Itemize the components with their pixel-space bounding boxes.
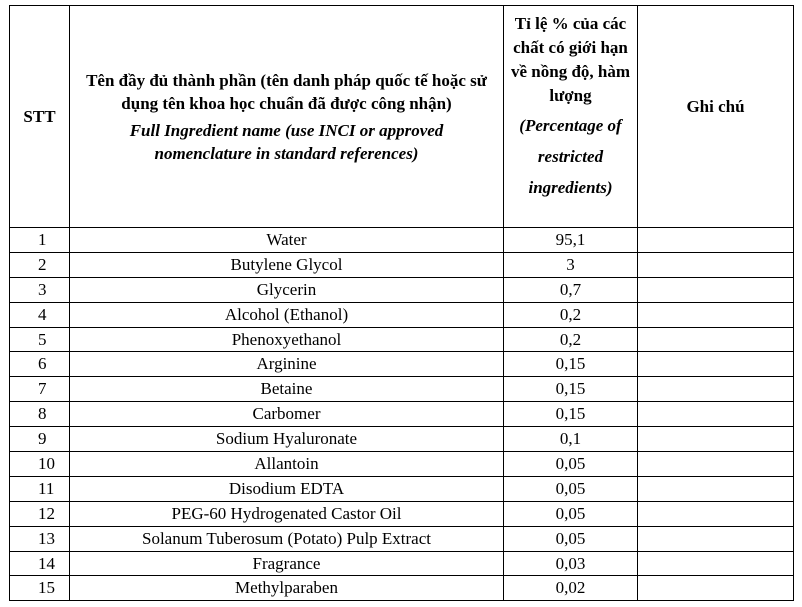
cell-note [638, 402, 794, 427]
cell-ingredient-name: Arginine [70, 352, 504, 377]
table-body [10, 228, 794, 601]
cell-percentage: 0,05 [504, 526, 638, 551]
cell-ingredient-name: PEG-60 Hydrogenated Castor Oil [70, 501, 504, 526]
cell-ingredient-name: Methylparaben [70, 576, 504, 601]
cell-note [638, 476, 794, 501]
cell-note [638, 377, 794, 402]
table-row [10, 277, 794, 302]
cell-percentage: 0,1 [504, 427, 638, 452]
table-row [10, 327, 794, 352]
table-header-row [10, 6, 794, 228]
header-percentage-vi: Tỉ lệ % của các chất có giới hạn về nồng độ, hàm lượng [510, 14, 631, 105]
cell-percentage: 0,7 [504, 277, 638, 302]
cell-percentage: 0,15 [504, 377, 638, 402]
cell-percentage: 0,2 [504, 302, 638, 327]
cell-ingredient-name: Butylene Glycol [70, 252, 504, 277]
cell-ingredient-name: Disodium EDTA [70, 476, 504, 501]
header-percentage-en: (Percentage of restricted ingredients) [519, 116, 622, 197]
cell-ingredient-name: Allantoin [70, 452, 504, 477]
cell-stt: 11 [10, 476, 70, 501]
cell-percentage: 0,05 [504, 476, 638, 501]
cell-percentage: 0,2 [504, 327, 638, 352]
cell-note [638, 452, 794, 477]
table-row [10, 352, 794, 377]
cell-ingredient-name: Fragrance [70, 551, 504, 576]
table-row [10, 476, 794, 501]
cell-stt: 13 [10, 526, 70, 551]
cell-note [638, 277, 794, 302]
cell-stt: 1 [10, 228, 70, 253]
header-ingredient-name-en: Full Ingredient name (use INCI or approved nomenclature in standard references) [129, 120, 444, 163]
table-row [10, 228, 794, 253]
table-row [10, 551, 794, 576]
table-row [10, 452, 794, 477]
cell-ingredient-name: Alcohol (Ethanol) [70, 302, 504, 327]
cell-stt: 15 [10, 576, 70, 601]
cell-stt: 7 [10, 377, 70, 402]
cell-note [638, 526, 794, 551]
cell-stt: 12 [10, 501, 70, 526]
cell-percentage: 0,05 [504, 452, 638, 477]
ingredients-table [9, 5, 794, 601]
cell-percentage: 0,02 [504, 576, 638, 601]
cell-note [638, 501, 794, 526]
cell-ingredient-name: Water [70, 228, 504, 253]
table-row [10, 377, 794, 402]
cell-percentage: 3 [504, 252, 638, 277]
cell-ingredient-name: Solanum Tuberosum (Potato) Pulp Extract [70, 526, 504, 551]
cell-note [638, 252, 794, 277]
table-row [10, 427, 794, 452]
cell-percentage: 0,15 [504, 352, 638, 377]
cell-ingredient-name: Phenoxyethanol [70, 327, 504, 352]
cell-ingredient-name: Sodium Hyaluronate [70, 427, 504, 452]
cell-stt: 2 [10, 252, 70, 277]
cell-percentage: 95,1 [504, 228, 638, 253]
cell-note [638, 551, 794, 576]
table-row [10, 501, 794, 526]
cell-note [638, 302, 794, 327]
table-row [10, 252, 794, 277]
table-row [10, 576, 794, 601]
cell-percentage: 0,15 [504, 402, 638, 427]
cell-stt: 14 [10, 551, 70, 576]
cell-ingredient-name: Carbomer [70, 402, 504, 427]
cell-note [638, 327, 794, 352]
cell-note [638, 576, 794, 601]
header-stt: STT [10, 6, 70, 228]
cell-note [638, 427, 794, 452]
cell-stt: 5 [10, 327, 70, 352]
table-row [10, 402, 794, 427]
cell-note [638, 352, 794, 377]
cell-ingredient-name: Glycerin [70, 277, 504, 302]
header-note: Ghi chú [638, 6, 794, 228]
table-row [10, 302, 794, 327]
cell-stt: 8 [10, 402, 70, 427]
cell-stt: 10 [10, 452, 70, 477]
header-percentage [504, 6, 638, 228]
cell-note [638, 228, 794, 253]
cell-stt: 4 [10, 302, 70, 327]
header-ingredient-name [70, 6, 504, 228]
header-ingredient-name-vi: Tên đầy đủ thành phần (tên danh pháp quốc tế hoặc sử dụng tên khoa học chuẩn đã được công nhận) [86, 70, 487, 113]
cell-stt: 3 [10, 277, 70, 302]
table-row [10, 526, 794, 551]
cell-stt: 6 [10, 352, 70, 377]
cell-percentage: 0,05 [504, 501, 638, 526]
cell-stt: 9 [10, 427, 70, 452]
cell-ingredient-name: Betaine [70, 377, 504, 402]
cell-percentage: 0,03 [504, 551, 638, 576]
